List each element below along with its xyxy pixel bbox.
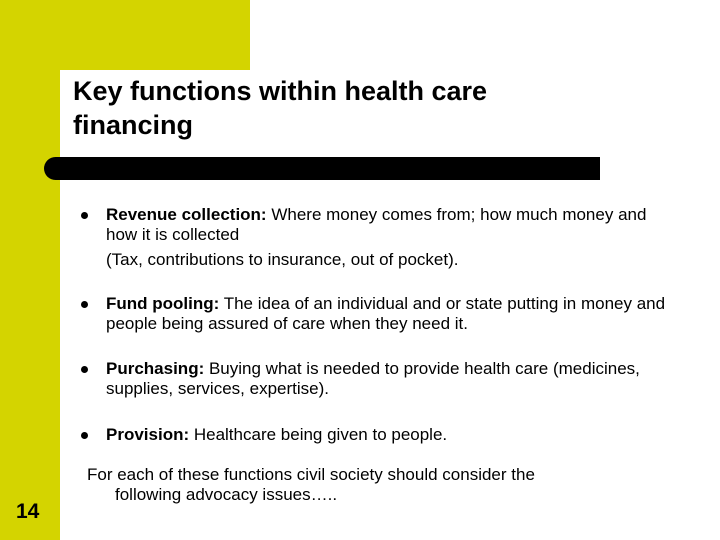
bullet-text: Buying what is needed to provide health care (medicines, supplies, services, expertise).	[106, 359, 640, 398]
bullet-text: Where money comes from; how much money and how it is collected	[106, 205, 647, 244]
bullet-item-fund-pooling	[78, 294, 678, 334]
bullet-item-revenue-collection	[78, 205, 678, 270]
slide-title	[73, 74, 693, 142]
bullet-term: Provision:	[106, 425, 190, 444]
top-accent-block	[0, 0, 250, 70]
left-accent-band	[0, 0, 60, 540]
bullet-term: Revenue collection:	[106, 205, 267, 224]
bullet-item-provision	[78, 425, 678, 445]
footer-note	[87, 465, 647, 505]
bullet-dot-icon	[81, 432, 88, 439]
bullet-term: Purchasing:	[106, 359, 205, 378]
title-divider-bar	[44, 157, 600, 180]
slide-title-line-1: Key functions within health care	[73, 76, 488, 106]
bullet-dot-icon	[81, 212, 88, 219]
footer-note-line-1: For each of these functions civil society should consider the	[87, 465, 535, 484]
bullet-dot-icon	[81, 301, 88, 308]
bullet-text: The idea of an individual and or state putting in money and people being assured of care when they need it.	[106, 294, 666, 333]
slide-title-line-2: financing	[73, 110, 193, 140]
bullet-list	[78, 205, 678, 445]
bullet-term: Fund pooling:	[106, 294, 220, 313]
bullet-text: Healthcare being given to people.	[189, 425, 448, 444]
bullet-dot-icon	[81, 366, 88, 373]
page-number: 14	[16, 500, 40, 523]
bullet-subtext: (Tax, contributions to insurance, out of pocket).	[106, 250, 459, 269]
bullet-item-purchasing	[78, 359, 678, 399]
footer-note-line-2: following advocacy issues…..	[115, 485, 338, 504]
